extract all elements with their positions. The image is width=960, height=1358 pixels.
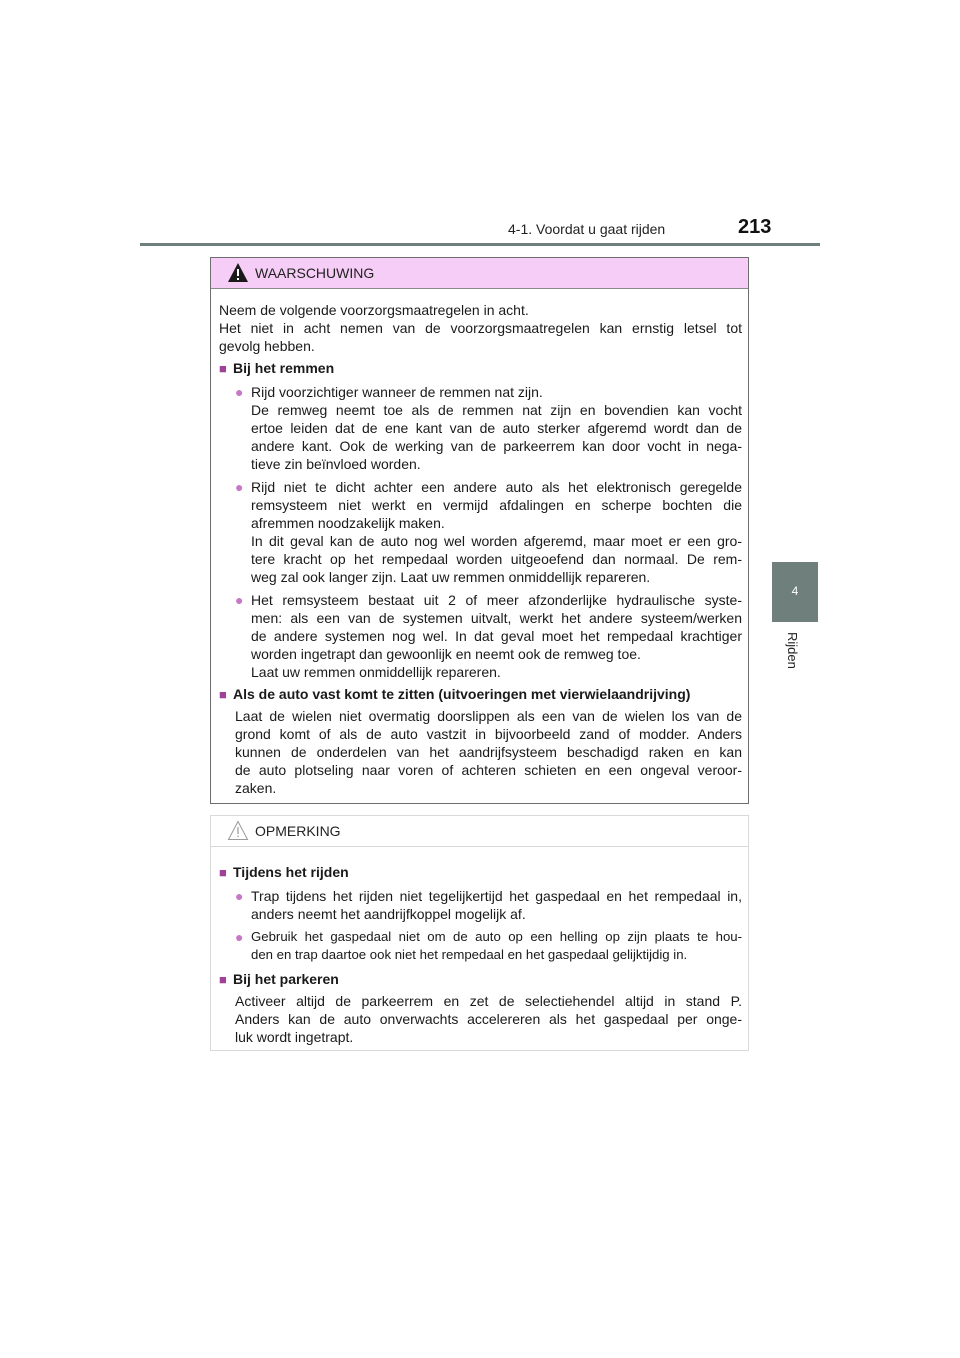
- list-item-text: [251, 591, 742, 681]
- warning-triangle-icon: [227, 262, 249, 283]
- text-line: Gebruik het gaspedaal niet om de auto op een helling op zijn plaats te hou-: [251, 929, 742, 944]
- notice-section-parking: [219, 970, 742, 989]
- intro-line-2: Het niet in acht nemen van de voorzorgsmaatregelen kan ernstig letsel tot: [219, 320, 742, 336]
- round-bullet: ●: [235, 929, 244, 945]
- list-item-text: [251, 383, 742, 473]
- square-bullet: ■: [219, 687, 227, 702]
- list-item-text: [251, 478, 742, 586]
- text-line: Activeer altijd de parkeerrem en zet de selectiehendel altijd in stand P.: [235, 993, 742, 1009]
- text-line: Rijd niet te dicht achter een andere auto als het elektronisch geregelde: [251, 479, 742, 495]
- chapter-tab: [772, 562, 818, 622]
- text-line: tieve zin beïnvloed worden.: [251, 456, 421, 472]
- page-number: 213: [738, 216, 772, 238]
- list-item: [235, 887, 742, 923]
- round-bullet: ●: [235, 479, 244, 495]
- text-line: de auto plotseling naar voren of achteren schieten en een ongeval veroor-: [235, 762, 742, 778]
- header-rule: [140, 243, 820, 246]
- warning-header: [211, 258, 748, 289]
- intro-line-1: Neem de volgende voorzorgsmaatregelen in acht.: [219, 302, 529, 318]
- list-item: [235, 591, 742, 681]
- square-bullet: ■: [219, 972, 227, 987]
- list-item: [235, 383, 742, 473]
- square-bullet: ■: [219, 361, 227, 376]
- round-bullet: ●: [235, 592, 244, 608]
- text-line: Laat de wielen niet overmatig doorslippen als een van de wielen los van de: [235, 708, 742, 724]
- text-line: luk wordt ingetrapt.: [235, 1029, 354, 1045]
- warning-intro: [219, 301, 742, 355]
- list-item-text: [251, 928, 742, 964]
- text-line: zaken.: [235, 780, 277, 796]
- notice-box: [210, 815, 749, 1051]
- text-line: anders neemt het aandrijfkoppel mogelijk af.: [251, 906, 526, 922]
- caution-outline-triangle-icon: [227, 820, 249, 841]
- text-line: Rijd voorzichtiger wanneer de remmen nat zijn.: [251, 384, 543, 400]
- chapter-tab-label: Rijden: [785, 632, 800, 669]
- section-title: Bij het remmen: [233, 360, 335, 376]
- warning-section-stuck: [219, 685, 742, 704]
- warning-body: [211, 289, 748, 797]
- text-line: ertoe leiden dat de ene kant van de auto sterker afgeremd wordt dan de: [251, 420, 742, 436]
- list-item: [235, 478, 742, 586]
- section-title: Bij het parkeren: [233, 971, 339, 987]
- warning-title: WAARSCHUWING: [255, 265, 375, 281]
- text-line: remsysteem niet werkt en vermijd afdalingen en scherpe bochten die: [251, 497, 742, 513]
- text-line: In dit geval kan de auto nog wel worden afgeremd, maar moet er een gro-: [251, 533, 742, 549]
- text-line: den en trap daartoe ook niet het rempedaal en het gaspedaal gelijktijdig in.: [251, 947, 688, 962]
- text-line: tere kracht op het rempedaal worden uitgeoefend dan normaal. De rem-: [251, 551, 742, 567]
- text-line: Het remsysteem bestaat uit 2 of meer afzonderlijke hydraulische syste-: [251, 592, 742, 608]
- text-line: andere kant. Ook de werking van de parkeerrem kan door vocht in nega-: [251, 438, 742, 454]
- intro-line-3: gevolg hebben.: [219, 338, 315, 354]
- list-item: [235, 928, 742, 964]
- warning-section-braking: [219, 359, 742, 378]
- notice-title: OPMERKING: [255, 823, 341, 839]
- header-section-title: 4-1. Voordat u gaat rijden: [508, 221, 666, 237]
- round-bullet: ●: [235, 384, 244, 400]
- list-item-text: [251, 887, 742, 923]
- text-line: men: als een van de systemen uitvalt, werkt het andere systeem/werken: [251, 610, 742, 626]
- text-line: Trap tijdens het rijden niet tegelijkertijd het gaspedaal en het rempedaal in,: [251, 888, 742, 904]
- warning-box: [210, 257, 749, 804]
- notice-section-driving: [219, 863, 742, 882]
- section-paragraph: [235, 992, 742, 1046]
- notice-header: [211, 816, 748, 847]
- round-bullet: ●: [235, 888, 244, 904]
- text-line: Anders kan de auto onverwachts accelereren als het gaspedaal per onge-: [235, 1011, 742, 1027]
- text-line: worden ingetrapt dan gewoonlijk en neemt ook de remweg toe.: [251, 646, 641, 662]
- text-line: kunnen de onderdelen van het aandrijfsysteem beschadigd raken en kan: [235, 744, 742, 760]
- text-line: Laat uw remmen onmiddellijk repareren.: [251, 664, 501, 680]
- chapter-tab-number: 4: [791, 584, 799, 598]
- section-paragraph: [235, 707, 742, 797]
- text-line: de andere systemen nog wel. In dat geval moet het rempedaal krachtiger: [251, 628, 742, 644]
- text-line: weg zal ook langer zijn. Laat uw remmen onmiddellijk repareren.: [251, 569, 651, 585]
- text-line: grond komt of als de auto vastzit in bijvoorbeeld zand of modder. Anders: [235, 726, 742, 742]
- notice-body: [211, 847, 748, 1046]
- section-title: Als de auto vast komt te zitten (uitvoeringen met vierwielaandrijving): [233, 686, 691, 702]
- section-title: Tijdens het rijden: [233, 864, 349, 880]
- text-line: De remweg neemt toe als de remmen nat zijn en bovendien kan vocht: [251, 402, 742, 418]
- square-bullet: ■: [219, 865, 227, 880]
- text-line: afremmen noodzakelijk maken.: [251, 515, 445, 531]
